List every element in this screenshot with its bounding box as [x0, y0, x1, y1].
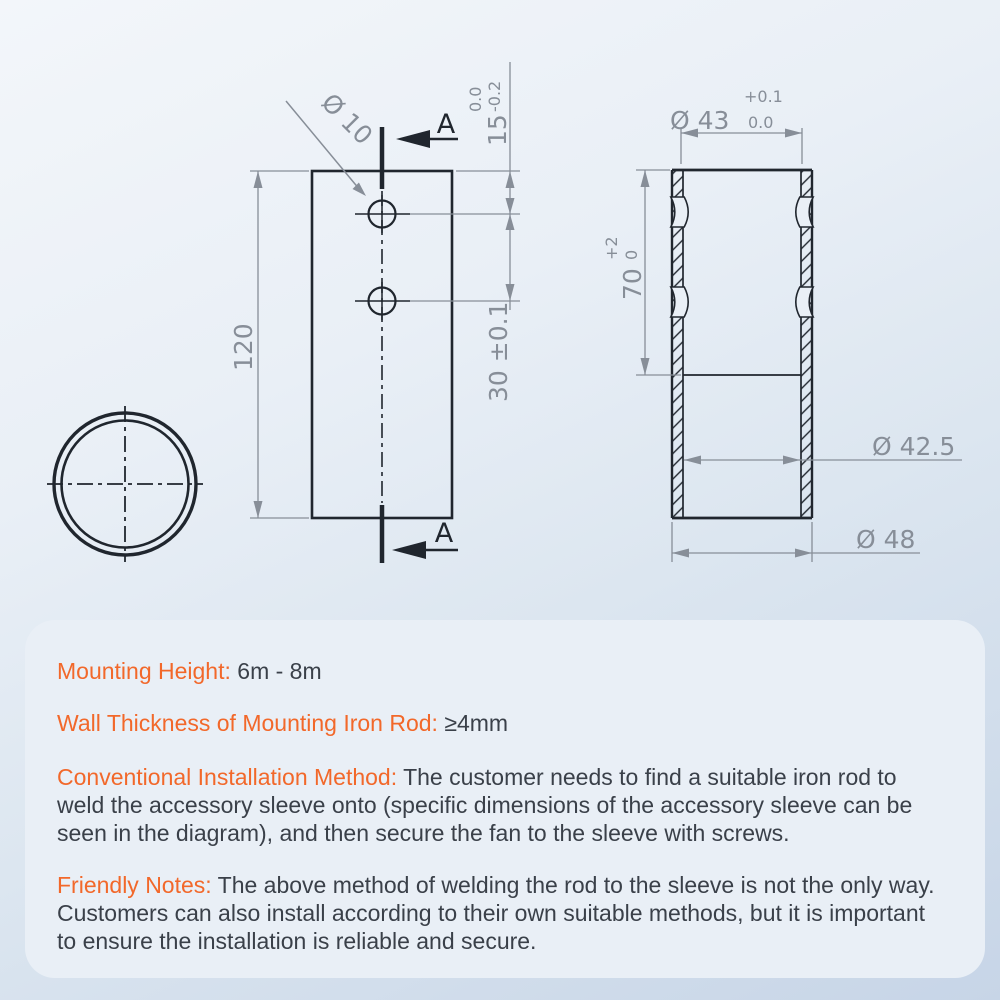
lower-bore-dimension [684, 432, 962, 465]
note-mounting-height-label: Mounting Height: [57, 658, 231, 684]
section-label-top: A [436, 109, 456, 140]
note-friendly-notes-text: The above method of welding the rod to the sleeve is not the only way. Customers can also install according to their own suitable methods, but it is important to ensure the installation is reliable and secure. [57, 872, 935, 954]
bore-dim-text: Ø 43 [670, 106, 730, 135]
front-view [229, 62, 520, 563]
depth-dimension [602, 170, 681, 375]
section-mark-top [382, 109, 458, 189]
height-dimension [229, 171, 309, 518]
note-friendly-notes [57, 871, 945, 955]
note-installation-method-label: Conventional Installation Method: [57, 764, 398, 790]
bore-tol-lower: 0.0 [748, 113, 774, 132]
mounting-hole-bottom [355, 282, 410, 320]
note-mounting-height [57, 657, 945, 685]
note-mounting-height-value: 6m - 8m [237, 658, 322, 684]
side-view [602, 87, 962, 562]
outer-diameter-dimension [672, 522, 920, 562]
note-installation-method-text: The customer needs to find a suitable iron rod to weld the accessory sleeve onto (specific dimensions of the accessory sleeve can be seen in the diagram), and then secure the fan to the sleeve with screws. [57, 764, 913, 846]
outer-dia-dim-text: Ø 48 [856, 525, 916, 554]
hole-offset-tol-lower: -0.2 [485, 80, 504, 112]
lower-bore-dim-text: Ø 42.5 [872, 432, 956, 461]
hole-spacing-dim-text: 30 ±0.1 [484, 301, 513, 402]
section-mark-bottom [382, 505, 458, 563]
note-wall-thickness-value: ≥4mm [444, 710, 509, 736]
depth-tol-lower: 0 [622, 249, 641, 260]
mounting-hole-top [355, 195, 410, 233]
hole-diameter-label: Ø 10 [315, 87, 379, 151]
note-friendly-notes-label: Friendly Notes: [57, 872, 212, 898]
depth-dim-text: 70 [618, 268, 647, 300]
hole-offset-dim-text: 15 [483, 114, 512, 146]
section-label-bottom: A [434, 518, 454, 549]
height-dim-text: 120 [229, 323, 258, 371]
depth-tol-upper: +2 [602, 236, 621, 260]
bore-tol-upper: +0.1 [744, 87, 783, 106]
end-view [47, 406, 203, 562]
note-wall-thickness-label: Wall Thickness of Mounting Iron Rod: [57, 710, 438, 736]
hole-diameter-callout [286, 88, 378, 196]
hole-offset-tol-upper: 0.0 [466, 86, 485, 112]
note-wall-thickness [57, 709, 945, 737]
notes-card [25, 620, 985, 978]
note-installation-method [57, 763, 945, 847]
hole-position-dimensions [410, 62, 520, 402]
bore-dimension [670, 87, 802, 164]
wall-relief-marks [671, 197, 813, 317]
